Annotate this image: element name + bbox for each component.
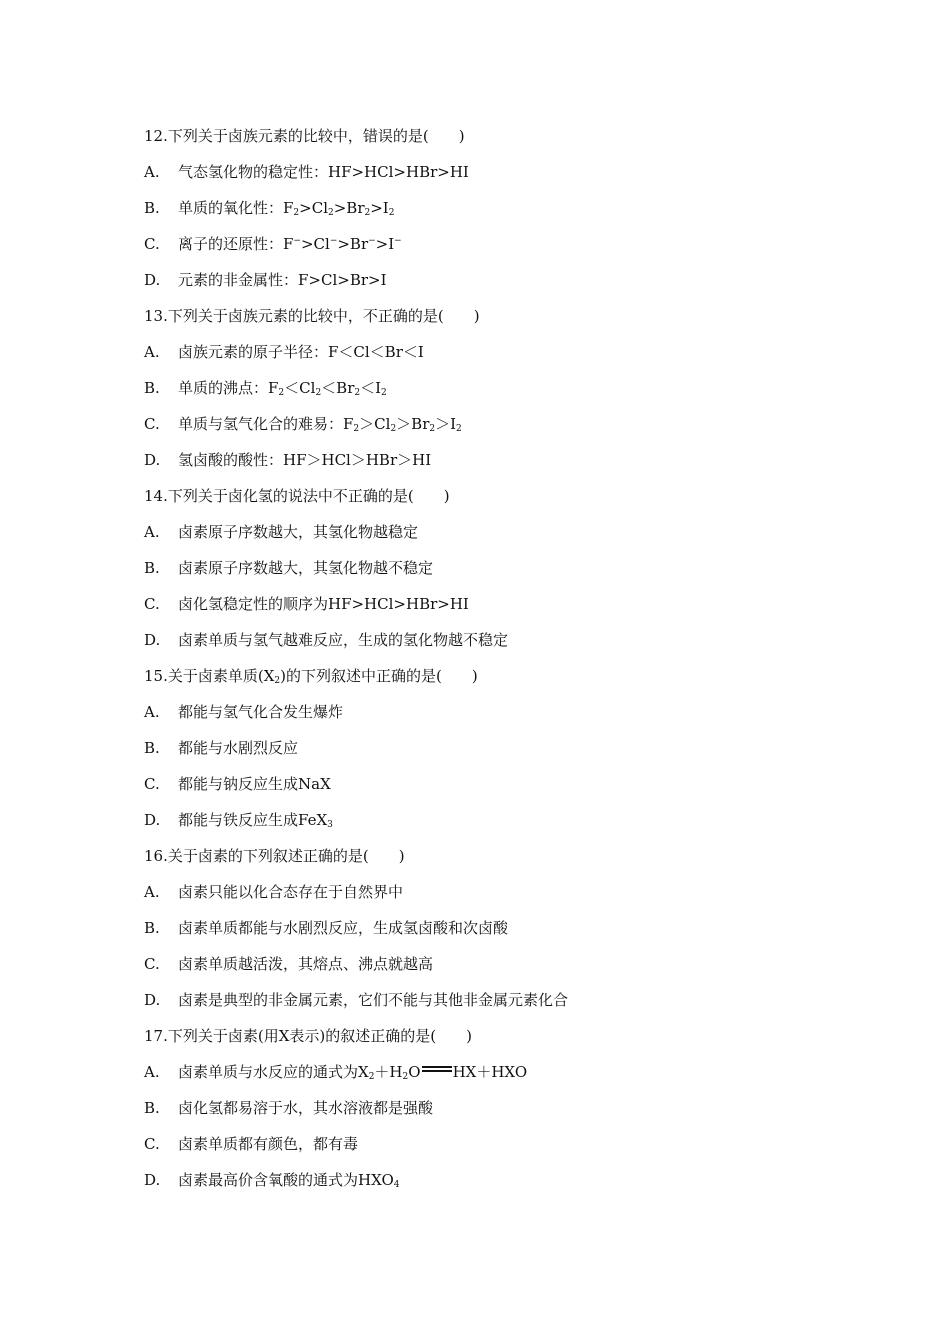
question-12-option-b: B. 单质的氧化性：$F_2>Cl_2>Br_2>I_2$: [144, 199, 395, 218]
question-12-option-c: C. 离子的还原性：F−>Cl−>Br−>I−: [144, 235, 402, 253]
question-16-option-d: D. 卤素是典型的非金属元素，它们不能与其他非金属元素化合: [144, 991, 569, 1009]
question-15-option-c: C. 都能与钠反应生成NaX: [144, 775, 331, 793]
question-12-option-d: D. 元素的非金属性：F>Cl>Br>I: [144, 271, 387, 289]
question-16-option-c: C. 卤素单质越活泼，其熔点、沸点就越高: [144, 955, 434, 973]
question-13-option-c: C. 单质与氢气化合的难易：$F_2>Cl_2>Br_2>I_2$: [144, 415, 462, 434]
question-13-option-a: A. 卤族元素的原子半径：F＜Cl＜Br＜I: [144, 343, 424, 361]
question-17-option-b: B. 卤化氢都易溶于水，其水溶液都是强酸: [144, 1099, 434, 1117]
question-15-option-b: B. 都能与水剧烈反应: [144, 739, 299, 757]
question-13-stem: 13.下列关于卤族元素的比较中，不正确的是( ): [144, 307, 480, 325]
question-17-stem: 17.下列关于卤素(用X表示)的叙述正确的是( ): [144, 1027, 472, 1045]
question-14-option-b: B. 卤素原子序数越大，其氢化物越不稳定: [144, 559, 434, 577]
question-13-option-b: B. 单质的沸点：$F_2<Cl_2<Br_2<I_2$: [144, 379, 387, 398]
question-15-stem: 15.关于卤素单质$(X_2)$的下列叙述中正确的是( ): [144, 667, 478, 686]
question-15-option-a: A. 都能与氢气化合发生爆炸: [144, 703, 344, 721]
question-17-option-d: D. 卤素最高价含氧酸的通式为$HXO_4$: [144, 1171, 400, 1190]
question-16-stem: 16.关于卤素的下列叙述正确的是( ): [144, 847, 405, 865]
question-16-option-a: A. 卤素只能以化合态存在于自然界中: [144, 883, 404, 901]
question-16-option-b: B. 卤素单质都能与水剧烈反应，生成氢卤酸和次卤酸: [144, 919, 509, 937]
question-12-stem: 12.下列关于卤族元素的比较中，错误的是( ): [144, 127, 465, 145]
question-17-option-c: C. 卤素单质都有颜色，都有毒: [144, 1135, 359, 1153]
question-12-option-a: A. 气态氢化物的稳定性：HF>HCl>HBr>HI: [144, 163, 469, 181]
question-13-option-d: D. 氢卤酸的酸性：HF＞HCl＞HBr＞HI: [144, 451, 432, 469]
question-14-option-c: C. 卤化氢稳定性的顺序为HF>HCl>HBr>HI: [144, 595, 469, 613]
question-14-stem: 14.下列关于卤化氢的说法中不正确的是( ): [144, 487, 450, 505]
question-15-option-d: D. 都能与铁反应生成FeX$_3$: [144, 811, 333, 830]
question-17-option-a: A. 卤素单质与水反应的通式为$X_2+H_2O$ HX＋HXO: [144, 1063, 528, 1082]
question-14-option-a: A. 卤素原子序数越大，其氢化物越稳定: [144, 523, 419, 541]
equals-sign: [422, 1065, 452, 1073]
question-14-option-d: D. 卤素单质与氢气越难反应，生成的氢化物越不稳定: [144, 631, 509, 649]
